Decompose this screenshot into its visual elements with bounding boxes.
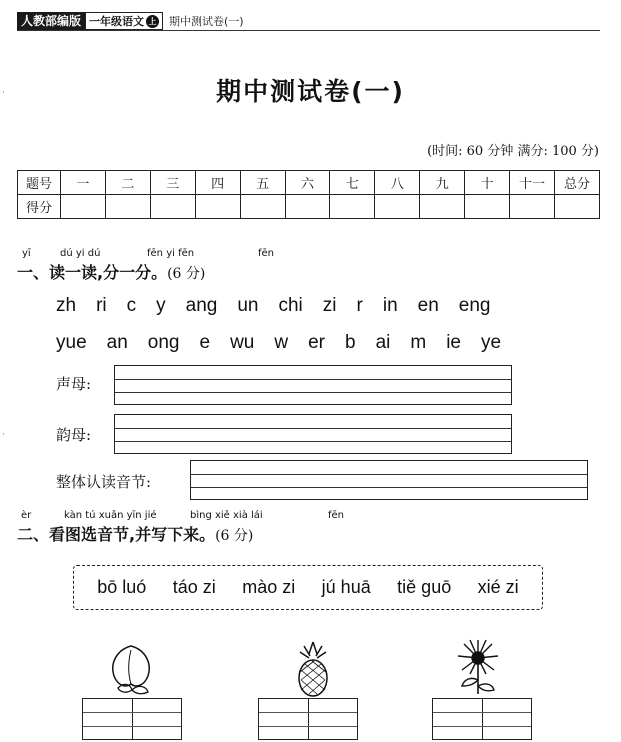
column-header: 八 [375,171,420,195]
column-header: 六 [285,171,330,195]
grade-box [85,12,163,30]
q1-pinyin: fēn yi fēn [147,248,195,259]
grid-divider [132,699,133,739]
answer-grid-peach[interactable] [82,698,182,740]
grid-line [83,712,181,713]
column-header: 十 [465,171,510,195]
q2-pinyin: èr [21,510,32,521]
page-header [17,12,244,30]
option-xie-zi: xié zi [477,577,519,597]
grid-divider [482,699,483,739]
option-bo-luo: bō luó [97,577,147,597]
syllable: zi [322,295,337,316]
syllable: wu [230,332,255,353]
score-cell[interactable] [330,195,375,219]
writing-line [191,474,587,475]
q1-title-text: 一、读一读,分一分。 [17,263,168,282]
q2-pinyin: kàn tú xuǎn yīn jié [64,510,157,521]
score-cell[interactable] [240,195,285,219]
writing-line [115,379,511,380]
q1-title [17,260,205,283]
syllable: un [237,295,259,316]
syllable: ie [446,332,461,353]
option-mao-zi: mào zi [242,577,296,597]
finals-writing-box[interactable] [114,414,512,454]
margin-mark: · [2,88,5,98]
syllable: e [199,332,211,353]
grade-label: 一年级语文 [89,15,145,28]
writing-line [115,428,511,429]
writing-line [191,487,587,488]
syllable: ong [147,332,180,353]
column-header: 五 [240,171,285,195]
syllable: ai [375,332,391,353]
header-paper-title: 期中测试卷(一) [169,15,244,28]
column-header: 一 [61,171,106,195]
grid-divider [308,699,309,739]
writing-line [115,441,511,442]
whole-syllables-label: 整体认读音节: [56,473,152,491]
q2-title [17,522,253,545]
score-cell[interactable] [510,195,555,219]
syllable: in [382,295,398,316]
score-cell[interactable] [375,195,420,219]
q2-points: (6 分) [215,528,254,544]
q2-pinyin: bìng xiě xià lái [190,510,263,521]
score-cell[interactable] [420,195,465,219]
column-header: 四 [195,171,240,195]
column-header: 总分 [554,171,599,195]
grid-line [259,712,357,713]
margin-mark: · [2,430,5,440]
syllable: b [345,332,356,353]
syllable: c [126,295,137,316]
q1-pinyin-row-1 [56,295,490,317]
score-cell[interactable] [150,195,195,219]
syllable-options-box [73,565,543,610]
q1-pinyin: dú yi dú [60,248,101,259]
column-header: 七 [330,171,375,195]
q1-pinyin-row-2 [56,332,501,354]
syllable: ri [96,295,107,316]
syllable: zh [56,295,77,316]
grid-line [433,726,531,727]
term-badge: 上 [146,15,159,28]
row-label-score: 得分 [18,195,61,219]
syllable: r [356,295,363,316]
peach-icon [106,640,156,696]
syllable: eng [458,295,491,316]
syllable: w [274,332,289,353]
syllable: m [410,332,427,353]
syllable: er [308,332,325,353]
q2-pinyin: fēn [328,510,345,521]
score-cell[interactable] [61,195,106,219]
syllable: an [106,332,128,353]
score-table [17,170,600,219]
option-tao-zi: táo zi [172,577,216,597]
time-score-note: (时间: 60 分钟 满分: 100 分) [427,144,599,159]
score-cell[interactable] [554,195,599,219]
score-cell[interactable] [285,195,330,219]
whole-syllables-writing-box[interactable] [190,460,588,500]
answer-grid-chrysanthemum[interactable] [432,698,532,740]
q1-pinyin: fēn [258,248,275,259]
syllable: ye [481,332,502,353]
initials-writing-box[interactable] [114,365,512,405]
syllable: en [417,295,439,316]
option-tie-guo: tiě guō [397,577,452,597]
option-ju-hua: jú huā [321,577,371,597]
syllable: yue [56,332,87,353]
grid-line [433,712,531,713]
q1-pinyin: yī [22,248,31,259]
finals-label: 韵母: [56,426,92,444]
syllable: chi [278,295,303,316]
score-table-header-row [18,171,600,195]
grid-line [259,726,357,727]
initials-label: 声母: [56,375,92,393]
pineapple-icon [290,640,336,698]
score-cell[interactable] [195,195,240,219]
writing-line [115,392,511,393]
column-header: 十一 [510,171,555,195]
score-cell[interactable] [465,195,510,219]
score-table-score-row [18,195,600,219]
column-header: 三 [150,171,195,195]
header-rule [17,30,600,31]
chrysanthemum-icon [452,636,504,696]
page-title: 期中测试卷(一) [216,77,405,106]
row-label-question-number: 题号 [18,171,61,195]
publisher-tag: 人教部编版 [17,12,85,30]
q2-title-text: 二、看图选音节,并写下来。 [17,525,216,544]
column-header: 二 [105,171,150,195]
score-cell[interactable] [105,195,150,219]
syllable: y [156,295,166,316]
grid-line [83,726,181,727]
column-header: 九 [420,171,465,195]
q1-points: (6 分) [167,266,206,282]
syllable: ang [185,295,218,316]
answer-grid-pineapple[interactable] [258,698,358,740]
